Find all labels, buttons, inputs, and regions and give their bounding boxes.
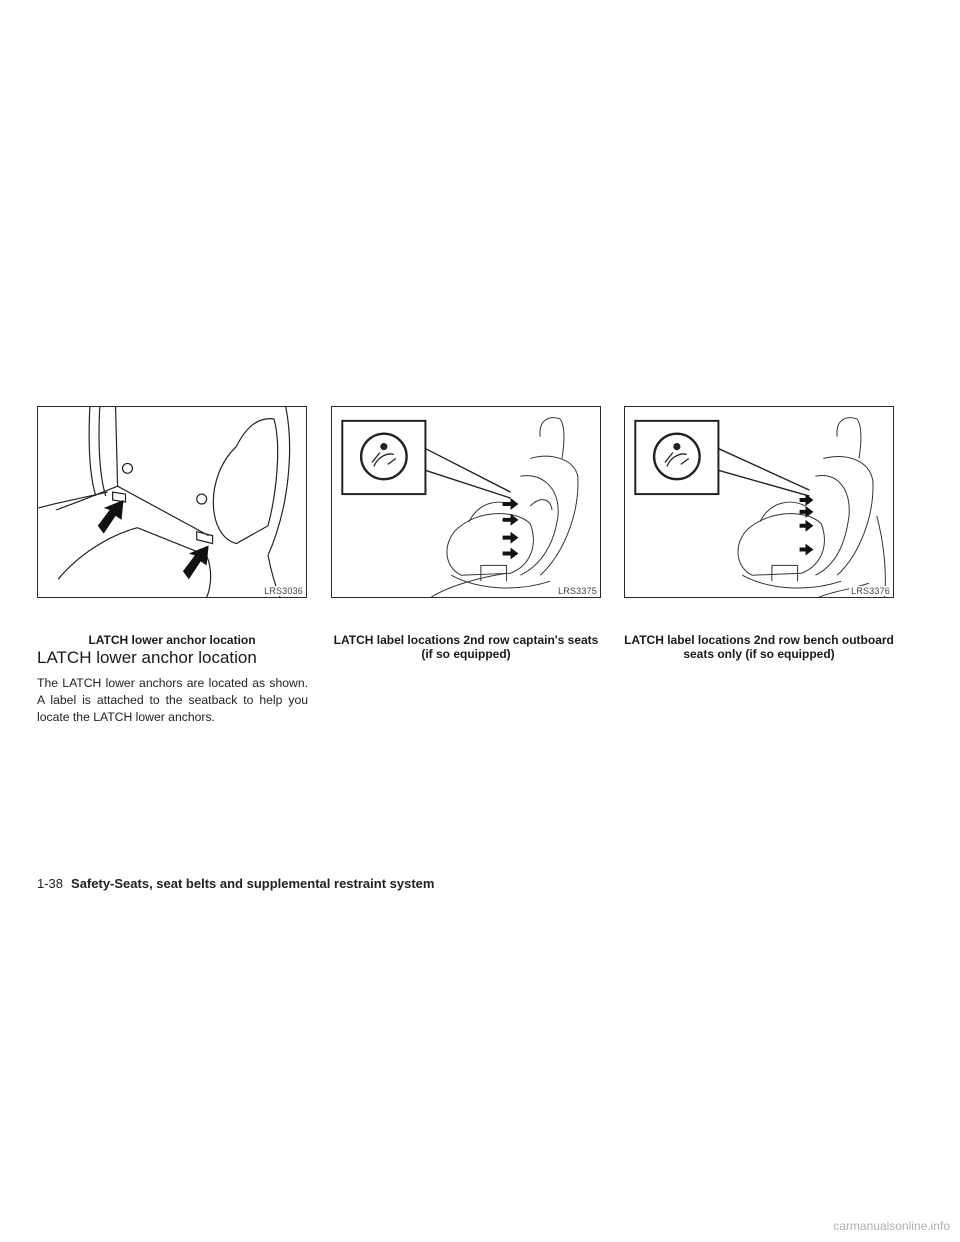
figure-lower-anchor-location bbox=[37, 406, 307, 598]
figure-caption: LATCH label locations 2nd row captain's seats (if so equipped) bbox=[333, 633, 599, 661]
page-number: 1-38 bbox=[37, 876, 64, 891]
bench-seat-illustration bbox=[625, 407, 893, 597]
figure-bench-seats bbox=[624, 406, 894, 598]
figure-code: LRS3375 bbox=[558, 586, 597, 596]
figure-caption: LATCH label locations 2nd row bench outboard seats only (if so equipped) bbox=[624, 633, 894, 661]
figure-captains-seats bbox=[331, 406, 601, 598]
arrow-icon bbox=[98, 500, 209, 579]
seat-anchor-illustration bbox=[38, 407, 306, 597]
page-footer bbox=[37, 876, 737, 891]
figure-code: LRS3036 bbox=[264, 586, 303, 596]
figure-caption: LATCH lower anchor location bbox=[88, 633, 256, 647]
figure-code: LRS3376 bbox=[851, 586, 890, 596]
arrow-icon bbox=[800, 494, 814, 555]
watermark: carmanualsonline.info bbox=[833, 1219, 950, 1233]
section-heading: LATCH lower anchor location bbox=[37, 648, 257, 667]
footer-section-title: Safety-Seats, seat belts and supplemental restraint system bbox=[71, 876, 435, 891]
captains-seat-illustration bbox=[332, 407, 600, 597]
child-seat-icon bbox=[372, 444, 396, 467]
arrow-icon bbox=[503, 498, 519, 559]
child-seat-icon bbox=[665, 444, 689, 467]
section-body: The LATCH lower anchors are located as shown. A label is attached to the seatback to help you locate the LATCH lower anchors. bbox=[37, 676, 308, 724]
